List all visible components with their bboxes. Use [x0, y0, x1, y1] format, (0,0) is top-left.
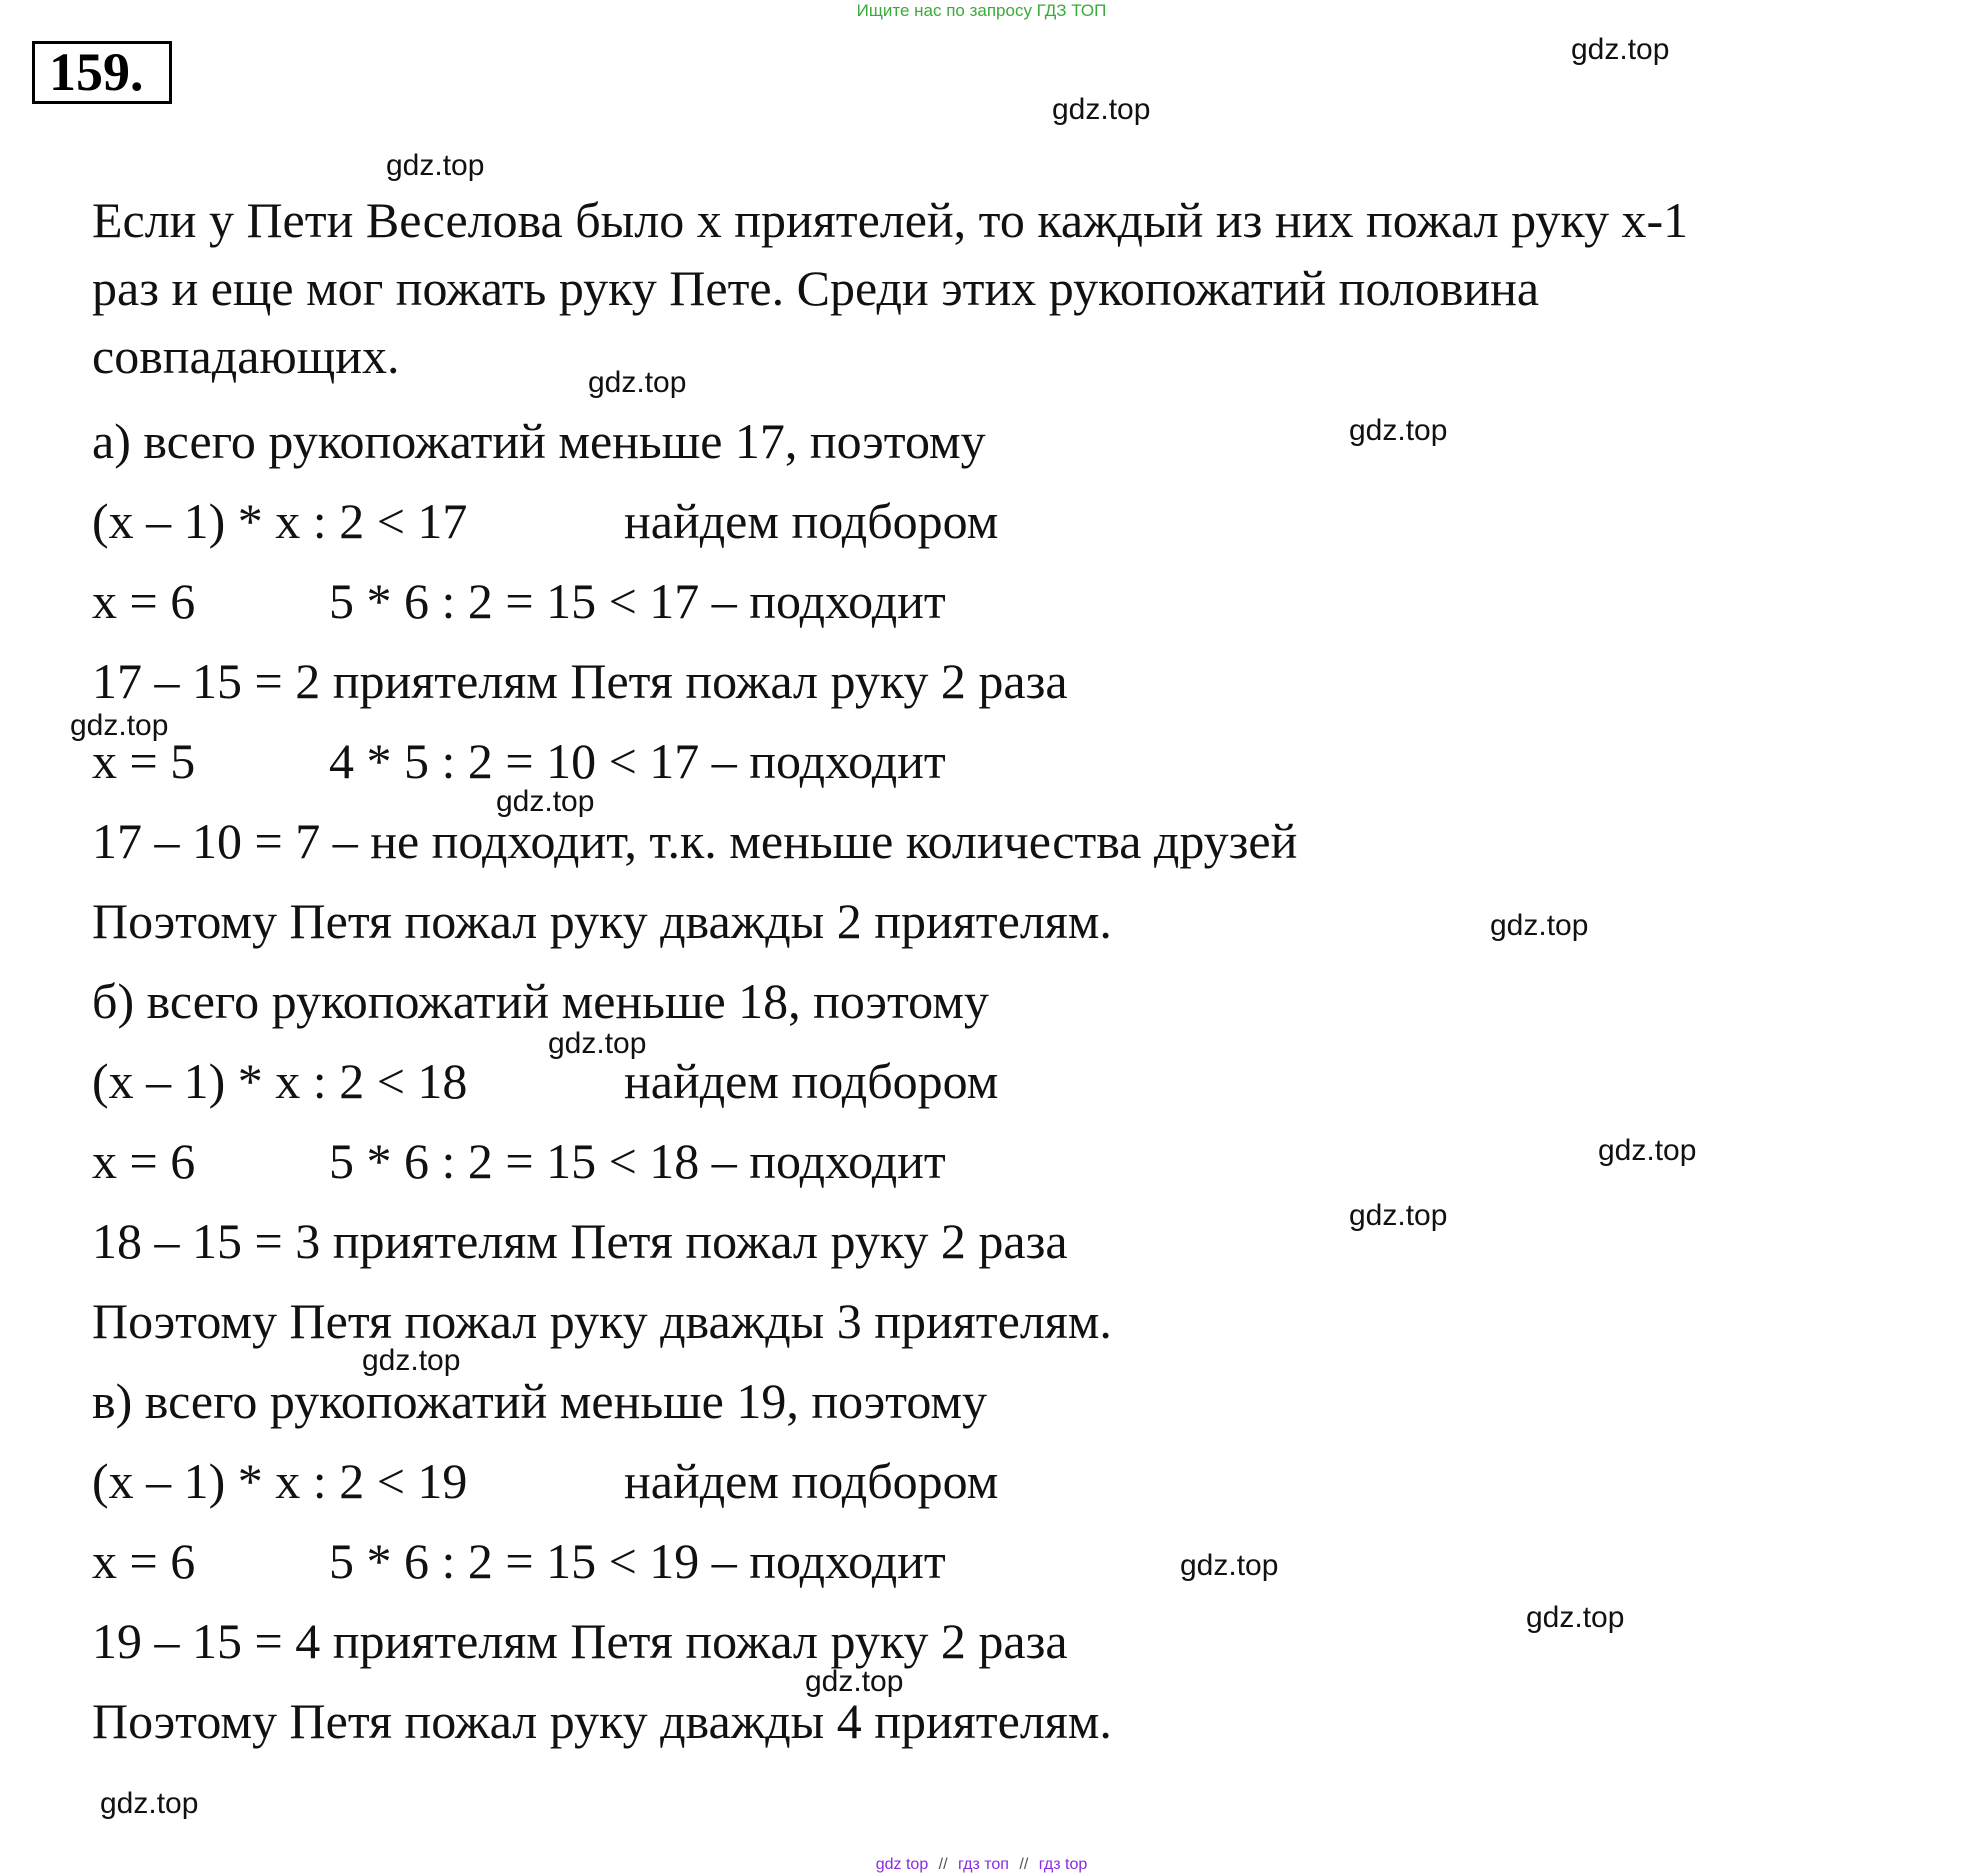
part-c-try1-result: 19 – 15 = 4 приятелям Петя пожал руку 2 раза: [92, 1613, 1068, 1669]
watermark: gdz.top: [1349, 1199, 1448, 1232]
part-b-try1-result: 18 – 15 = 3 приятелям Петя пожал руку 2 раза: [92, 1213, 1068, 1269]
part-c-inequality-row: [92, 1453, 1192, 1509]
part-a-method: найдем подбором: [624, 493, 999, 549]
watermark: gdz.top: [1180, 1549, 1279, 1582]
part-a-inequality: (x – 1) * x : 2 < 17: [92, 493, 468, 549]
watermark: gdz.top: [70, 709, 169, 742]
footer-link[interactable]: gdz top: [875, 1856, 929, 1873]
part-a-try2-calc: 4 * 5 : 2 = 10 < 17 – подходит: [329, 733, 946, 789]
part-c-try1-x: x = 6: [92, 1533, 196, 1589]
part-a-try1-x: x = 6: [92, 573, 196, 629]
problem-number: 159.: [32, 41, 172, 104]
watermark: gdz.top: [588, 366, 687, 399]
intro-line: Если у Пети Веселова было x приятелей, то каждый из них пожал руку x-1: [92, 192, 1689, 248]
part-b-try1-calc: 5 * 6 : 2 = 15 < 18 – подходит: [329, 1133, 946, 1189]
watermark: gdz.top: [100, 1787, 199, 1820]
footer-links: [0, 1856, 1963, 1874]
watermark: gdz.top: [1490, 909, 1589, 942]
watermark: gdz.top: [1052, 93, 1151, 126]
part-b-inequality: (x – 1) * x : 2 < 18: [92, 1053, 468, 1109]
footer-link[interactable]: гдз top: [1038, 1856, 1088, 1873]
part-a-inequality-row: [92, 493, 1192, 549]
part-c-try1-calc: 5 * 6 : 2 = 15 < 19 – подходит: [329, 1533, 946, 1589]
watermark: gdz.top: [548, 1027, 647, 1060]
part-b-try1-row: [92, 1133, 1192, 1189]
watermark: gdz.top: [1349, 414, 1448, 447]
watermark: gdz.top: [496, 785, 595, 818]
part-a-heading: а) всего рукопожатий меньше 17, поэтому: [92, 413, 986, 469]
part-b-method: найдем подбором: [624, 1053, 999, 1109]
part-a-try2-x: x = 5: [92, 733, 196, 789]
part-c-method: найдем подбором: [624, 1453, 999, 1509]
watermark: gdz.top: [1526, 1601, 1625, 1634]
search-note: Ищите нас по запросу ГДЗ ТОП: [856, 1, 1107, 20]
intro-line: совпадающих.: [92, 328, 400, 384]
part-a-conclusion: Поэтому Петя пожал руку дважды 2 приятелям.: [92, 893, 1112, 949]
part-b-heading: б) всего рукопожатий меньше 18, поэтому: [92, 973, 989, 1029]
intro-line: раз и еще мог пожать руку Пете. Среди этих рукопожатий половина: [92, 260, 1540, 316]
watermark: gdz.top: [1598, 1134, 1697, 1167]
watermark: gdz.top: [386, 149, 485, 182]
part-b-try1-x: x = 6: [92, 1133, 196, 1189]
part-b-conclusion: Поэтому Петя пожал руку дважды 3 приятелям.: [92, 1293, 1112, 1349]
footer-separator: //: [938, 1856, 948, 1873]
part-c-conclusion: Поэтому Петя пожал руку дважды 4 приятелям.: [92, 1693, 1112, 1749]
footer-separator: //: [1019, 1856, 1029, 1873]
watermark: gdz.top: [362, 1344, 461, 1377]
part-c-heading: в) всего рукопожатий меньше 19, поэтому: [92, 1373, 988, 1429]
footer-link[interactable]: гдз топ: [958, 1856, 1009, 1873]
watermark: gdz.top: [805, 1665, 904, 1698]
part-a-try1-row: [92, 573, 1192, 629]
watermark: gdz.top: [1571, 33, 1670, 66]
part-a-try1-result: 17 – 15 = 2 приятелям Петя пожал руку 2 раза: [92, 653, 1068, 709]
part-c-inequality: (x – 1) * x : 2 < 19: [92, 1453, 468, 1509]
part-b-inequality-row: [92, 1053, 1192, 1109]
part-a-try2-row: [92, 733, 1192, 789]
part-c-try1-row: [92, 1533, 1192, 1589]
part-a-try1-calc: 5 * 6 : 2 = 15 < 17 – подходит: [329, 573, 946, 629]
part-a-try2-result: 17 – 10 = 7 – не подходит, т.к. меньше количества друзей: [92, 813, 1298, 869]
